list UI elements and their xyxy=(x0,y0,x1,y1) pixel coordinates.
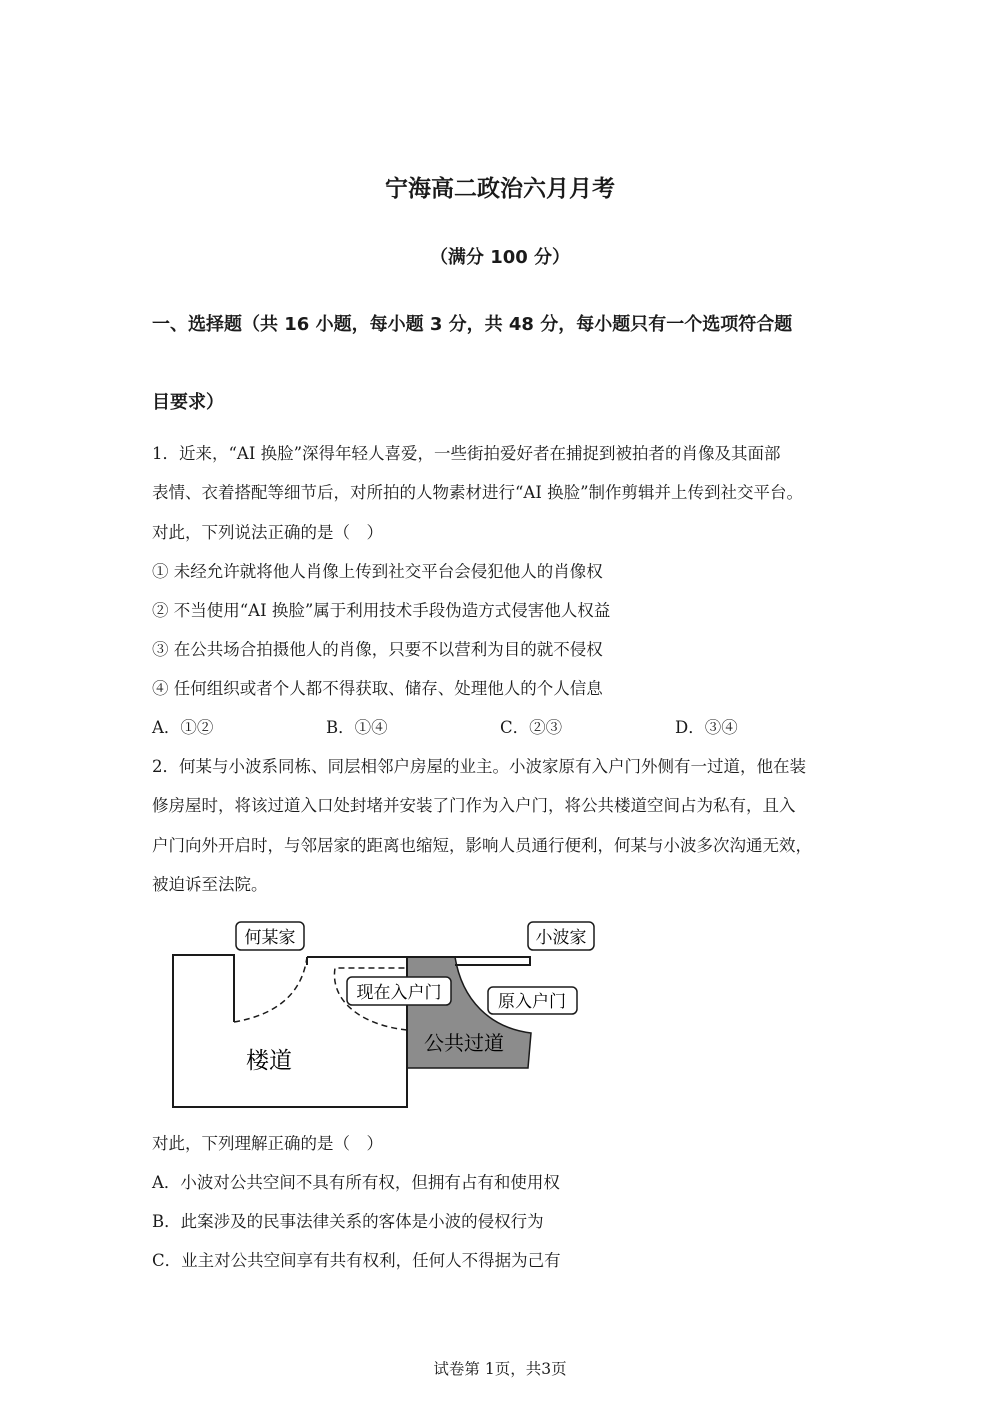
q2-line-2: 修房屋时，将该过道入口处封堵并安装了门作为入户门，将公共楼道空间占为私有，且入 xyxy=(152,796,796,815)
q1-statement-3: ③ 在公共场合拍摄他人的肖像，只要不以营利为目的就不侵权 xyxy=(152,640,603,659)
q1-statement-2: ② 不当使用“AI 换脸”属于利用技术手段伪造方式侵害他人权益 xyxy=(152,601,611,620)
xiaobo-label: 小波家 xyxy=(535,928,587,948)
q1-statement-4: ④ 任何组织或者个人都不得获取、储存、处理他人的个人信息 xyxy=(152,679,603,698)
he-label: 何某家 xyxy=(244,928,296,948)
q1-statement-1: ① 未经允许就将他人肖像上传到社交平台会侵犯他人的肖像权 xyxy=(152,562,603,581)
q2-option-a: A．小波对公共空间不具有所有权，但拥有占有和使用权 xyxy=(152,1173,560,1192)
q1-option-b: B．①④ xyxy=(326,718,388,737)
q2-option-c: C．业主对公共空间享有共有权利，任何人不得据为己有 xyxy=(152,1251,561,1270)
new-door-label: 现在入户门 xyxy=(356,983,442,1003)
q1-line-2: 表情、衣着搭配等细节后，对所拍的人物素材进行“AI 换脸”制作剪辑并上传到社交平台。 xyxy=(152,483,804,502)
section-heading-line2: 目要求） xyxy=(152,392,224,413)
q2-option-b: B．此案涉及的民事法律关系的客体是小波的侵权行为 xyxy=(152,1212,544,1231)
he-door-swing xyxy=(234,957,307,1022)
page-title: 宁海高二政治六月月考 xyxy=(385,176,615,202)
q2-line-4: 被迫诉至法院。 xyxy=(152,875,268,894)
page-footer: 试卷第 1页，共3页 xyxy=(433,1360,567,1378)
passage-label: 公共过道 xyxy=(424,1031,504,1055)
q1-line-3: 对此，下列说法正确的是（ ） xyxy=(152,523,383,542)
q1-option-a: A．①② xyxy=(152,718,214,737)
section-heading-line1: 一、选择题（共 16 小题，每小题 3 分，共 48 分，每小题只有一个选项符合题 xyxy=(152,314,793,335)
page-subtitle: （满分 100 分） xyxy=(429,247,571,268)
q1-line-1: 1．近来，“AI 换脸”深得年轻人喜爱，一些街拍爱好者在捕捉到被拍者的肖像及其面部 xyxy=(152,444,781,463)
q2-prompt: 对此，下列理解正确的是（ ） xyxy=(152,1134,383,1153)
q2-line-3: 户门向外开启时，与邻居家的距离也缩短，影响人员通行便利，何某与小波多次沟通无效， xyxy=(152,836,812,855)
q2-line-1: 2．何某与小波系同栋、同层相邻户房屋的业主。小波家原有入户门外侧有一过道，他在装 xyxy=(152,757,806,776)
old-door-label: 原入户门 xyxy=(498,992,566,1012)
corridor-label: 楼道 xyxy=(246,1048,292,1074)
q1-option-c: C．②③ xyxy=(500,718,563,737)
q1-option-d: D．③④ xyxy=(675,718,738,737)
